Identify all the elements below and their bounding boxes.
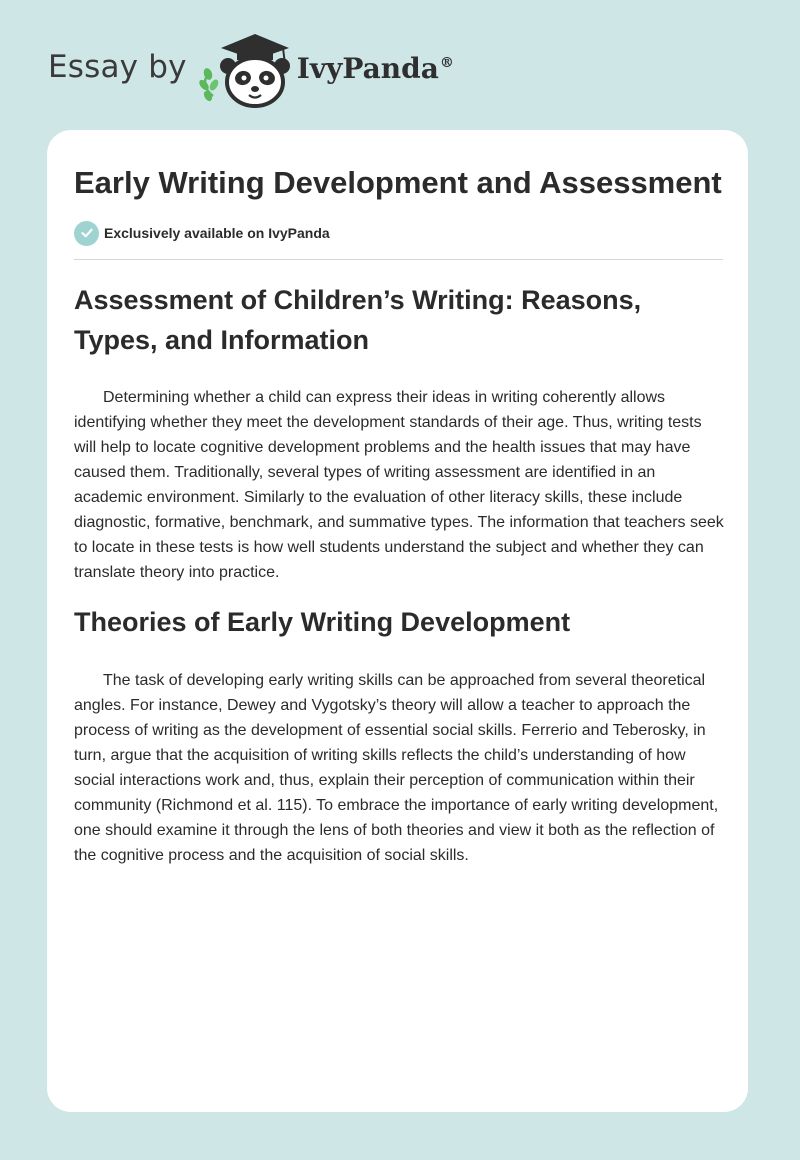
page-title: Early Writing Development and Assessment xyxy=(74,165,722,200)
divider xyxy=(74,259,723,260)
section-heading-theories: Theories of Early Writing Development xyxy=(74,607,571,637)
registered-mark: ® xyxy=(439,55,454,72)
article-content xyxy=(74,162,724,868)
section-paragraph-theories: The task of developing early writing skills can be approached from several theoretical angles. For instance, Dewey and Vygotsky’s theory will allow a teacher to approach the process of writing as the development of essential social skills. Ferrerio and Teberosky, in turn, argue that the acquisition of writing skills reflects the child’s understanding of how social interactions work and, thus, explain their perception of communication within their community (Richmond et al. 115). To embrace the importance of early writing development, one should examine it through the lens of both theories and view it both as the reflection of the cognitive process and the acquisition of social skills. xyxy=(74,672,719,864)
article-card xyxy=(47,130,748,1112)
check-icon xyxy=(74,221,99,246)
section-paragraph-assessment: Determining whether a child can express their ideas in writing coherently allows identifying whether they meet the development standards of their age. Thus, writing tests will help to locate cognitive development problems and the health issues that may have caused them. Traditionally, several types of writing assessment are identified in an academic environment. Similarly to the evaluation of other literacy skills, these include diagnostic, formative, benchmark, and summative types. The information that teachers seek to locate in these tests is how well students understand the subject and whether they can translate theory into practice. xyxy=(74,389,724,581)
exclusive-label: Exclusively available on IvyPanda xyxy=(104,225,330,241)
exclusive-badge xyxy=(74,220,724,246)
brand-name: IvyPanda® xyxy=(296,51,454,85)
section-heading-assessment: Assessment of Children’s Writing: Reasons, Types, and Information xyxy=(74,285,642,355)
panda-graduate-icon xyxy=(199,30,295,110)
essay-by-label: Essay by xyxy=(48,49,187,85)
site-header xyxy=(48,30,454,110)
